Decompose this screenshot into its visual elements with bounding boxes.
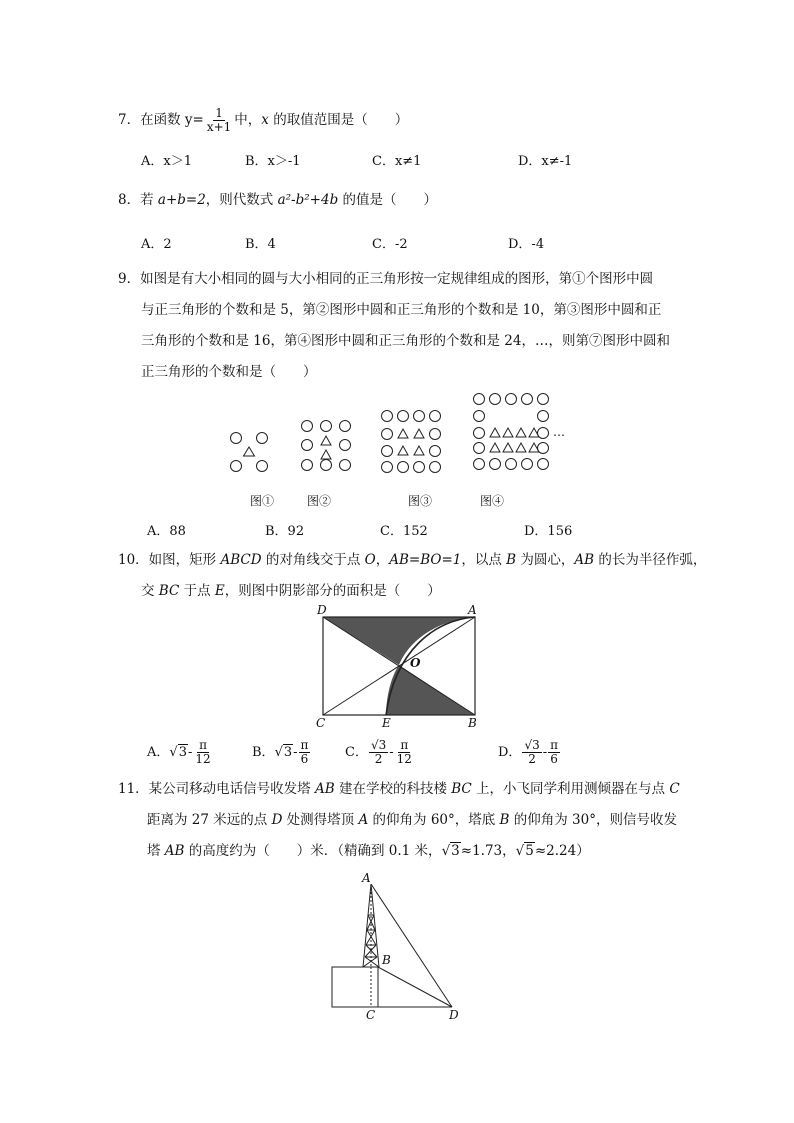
- q10-text: ，以点: [461, 552, 507, 568]
- q8-option-b[interactable]: B．4: [245, 237, 276, 252]
- q11-tower: [363, 884, 379, 967]
- sqrt-symbol: √3: [274, 745, 293, 760]
- q11-text: 的高度约为（ ）米．（精确到 0.1 米，: [184, 843, 442, 859]
- q10-point-b: B: [506, 552, 517, 568]
- q10-label-e: E: [382, 716, 391, 730]
- q10-text: 的长为半径作弧，: [594, 552, 707, 568]
- q10-condition: AB=BO=1: [389, 552, 462, 568]
- q9-figure-label-4: 图④: [480, 494, 505, 508]
- numerator: √3: [370, 738, 387, 752]
- numerator: π: [300, 738, 309, 752]
- denominator: 12: [396, 752, 412, 766]
- q11-point-d: D: [271, 812, 283, 828]
- q10-option-letter: C．: [345, 745, 368, 760]
- q11-text: 上，小飞同学利用测倾器在与点: [471, 781, 670, 797]
- q11-text: ≈2.24）: [534, 843, 590, 859]
- numerator: π: [550, 738, 559, 752]
- radicand: 3: [178, 745, 187, 760]
- q10-text: 10．如图，矩形: [118, 552, 221, 568]
- q7-option-c[interactable]: C．x≠1: [372, 154, 422, 169]
- q10-text: ，: [375, 552, 390, 568]
- q8-stem-pre: 8．若: [118, 192, 158, 208]
- q11-segment-ab: AB: [314, 781, 335, 797]
- q9-figure-label-2: 图②: [307, 494, 332, 508]
- q11-point-c: C: [669, 781, 680, 797]
- q9-figure-label-3: 图③: [408, 494, 433, 508]
- q11-label-c: C: [366, 1008, 376, 1022]
- q8-option-d[interactable]: D．-4: [508, 237, 545, 252]
- q7-option-a[interactable]: A．x＞1: [141, 154, 192, 169]
- q10-rect-name: ABCD: [220, 552, 262, 568]
- q10-text: ，则图中阴影部分的面积是（ ）: [224, 583, 441, 599]
- sqrt-symbol: √5: [515, 843, 534, 859]
- q11-text: 的仰角为 60°，塔底: [368, 812, 500, 828]
- q10-segment-bc: BC: [158, 583, 180, 599]
- sqrt-symbol: √3: [441, 843, 460, 859]
- q10-label-o: O: [410, 656, 421, 670]
- q11-text: 塔: [147, 843, 165, 859]
- q9-option-d[interactable]: D．156: [524, 524, 573, 539]
- minus-sign: -: [542, 745, 548, 760]
- q10-text: 的对角线交于点: [261, 552, 365, 568]
- q11-text: 的仰角为 30°，则信号收发: [509, 812, 677, 828]
- q9-line-2: 与正三角形的个数和是 5，第②图形中圆和正三角形的个数和是 10，第③图形中圆和正: [141, 302, 662, 318]
- sqrt-symbol: √3: [169, 745, 187, 760]
- q10-label-a: A: [468, 603, 477, 617]
- q10-label-b: B: [468, 716, 477, 730]
- q11-label-a: A: [362, 871, 371, 885]
- q9-ellipsis: …: [553, 425, 565, 439]
- minus-sign: -: [293, 745, 298, 760]
- q10-segment-ab: AB: [574, 552, 595, 568]
- denominator: 6: [550, 752, 558, 766]
- q10-option-letter: B．: [252, 745, 275, 760]
- q11-text: 建在学校的科技楼: [334, 781, 452, 797]
- radicand: 5: [525, 843, 534, 859]
- q8-option-a[interactable]: A．2: [141, 237, 172, 252]
- q8-expression: a²-b²+4b: [277, 192, 339, 208]
- q8-condition: a+b=2: [157, 192, 206, 208]
- denominator: 2: [374, 752, 383, 766]
- radicand: 3: [283, 745, 293, 760]
- numerator: π: [199, 738, 207, 752]
- q9-line-3: 三角形的个数和是 16，第④图形中圆和正三角形的个数和是 24，…，则第⑦图形中圆和: [141, 333, 670, 349]
- q7-option-b[interactable]: B．x＞-1: [245, 154, 301, 169]
- denominator: 12: [195, 752, 211, 766]
- radicand: 3: [451, 843, 460, 859]
- q10-label-c: C: [316, 716, 326, 730]
- q9-option-b[interactable]: B．92: [265, 524, 305, 539]
- q11-label-b: B: [382, 953, 391, 967]
- denominator: 2: [528, 752, 536, 766]
- minus-sign: -: [389, 745, 394, 760]
- q11-sight-line-db: [378, 967, 452, 1007]
- q9-option-c[interactable]: C．152: [380, 524, 428, 539]
- q10-label-d: D: [317, 603, 327, 617]
- q10-text: 交: [141, 583, 159, 599]
- q10-option-letter: D．: [498, 745, 522, 760]
- q8-stem-mid: ，则代数式: [205, 192, 278, 208]
- q7-frac-num: 1: [215, 106, 223, 120]
- q7-stem-pre: 7．在函数 y=: [118, 112, 204, 128]
- q10-text: 于点: [179, 583, 215, 599]
- q11-segment-bc: BC: [451, 781, 472, 797]
- q10-text: 为圆心，: [516, 552, 575, 568]
- q10-point-o: O: [364, 552, 376, 568]
- q11-text: 处测得塔顶: [282, 812, 359, 828]
- q11-label-d: D: [449, 1008, 459, 1022]
- q10-point-e: E: [214, 583, 225, 599]
- q10-option-letter: A．: [147, 745, 170, 760]
- q8-stem-end: 的值是（ ）: [338, 192, 438, 208]
- q9-figure-label-1: 图①: [250, 494, 275, 508]
- q9-line-4: 正三角形的个数和是（ ）: [141, 364, 317, 380]
- denominator: 6: [300, 752, 309, 766]
- q11-text: 距离为 27 米远的点: [147, 812, 272, 828]
- q11-segment-ab: AB: [164, 843, 185, 859]
- numerator: √3: [524, 738, 540, 752]
- numerator: π: [400, 738, 409, 752]
- q11-text: 11．某公司移动电话信号收发塔: [118, 781, 315, 797]
- q7-option-d[interactable]: D．x≠-1: [518, 154, 573, 169]
- q11-sight-line-da: [371, 884, 452, 1007]
- q8-option-c[interactable]: C．-2: [372, 237, 408, 252]
- q9-option-a[interactable]: A．88: [147, 524, 186, 539]
- q7-stem-post: 中，: [234, 112, 262, 128]
- q11-point-a: A: [358, 812, 369, 828]
- minus-sign: -: [187, 745, 193, 760]
- q7-stem-end: 的取值范围是（ ）: [268, 112, 409, 128]
- q11-text: ≈1.73，: [460, 843, 516, 859]
- q11-point-b: B: [499, 812, 510, 828]
- q7-frac-den: x+1: [206, 120, 232, 134]
- q7-var: x: [261, 112, 269, 128]
- q9-line-1: 9．如图是有大小相同的圆与大小相同的正三角形按一定规律组成的图形，第①个图形中圆: [118, 271, 654, 287]
